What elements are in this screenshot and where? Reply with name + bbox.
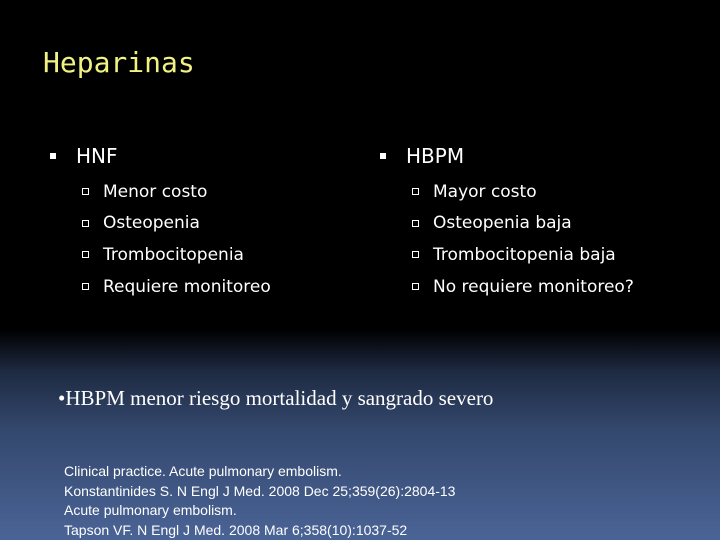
column-hnf [48, 142, 271, 302]
reference-line: Clinical practice. Acute pulmonary embolism. [64, 463, 342, 479]
summary-note: •HBPM menor riesgo mortalidad y sangrado severo [58, 386, 494, 410]
reference-line: Tapson VF. N Engl J Med. 2008 Mar 6;358(10):1037-52 [64, 521, 408, 538]
hollow-square-bullet-icon [82, 283, 89, 290]
heading-label: HBPM [406, 144, 465, 168]
references [64, 462, 455, 540]
list-item: Menor costo [82, 176, 271, 208]
square-bullet-icon [50, 153, 56, 159]
column-heading [378, 142, 634, 170]
hollow-square-bullet-icon [412, 188, 419, 195]
square-bullet-icon [380, 153, 386, 159]
hollow-square-bullet-icon [412, 251, 419, 258]
hollow-square-bullet-icon [82, 188, 89, 195]
column-hbpm [378, 142, 634, 302]
list-item: Osteopenia [82, 208, 271, 240]
list-item: No requiere monitoreo? [412, 271, 634, 303]
list-item: Trombocitopenia baja [412, 239, 634, 271]
column-heading [48, 142, 271, 170]
list-item: Mayor costo [412, 176, 634, 208]
reference-line: Konstantinides S. N Engl J Med. 2008 Dec 25;359(26):2804-13 [64, 482, 456, 499]
hollow-square-bullet-icon [82, 220, 89, 227]
heading-label: HNF [76, 144, 118, 168]
hollow-square-bullet-icon [82, 251, 89, 258]
reference-line: Acute pulmonary embolism. [64, 502, 237, 518]
hollow-square-bullet-icon [412, 220, 419, 227]
slide-title: Heparinas [43, 46, 195, 79]
hollow-square-bullet-icon [412, 283, 419, 290]
list-item: Trombocitopenia [82, 239, 271, 271]
list-item: Osteopenia baja [412, 208, 634, 240]
sub-list [48, 176, 271, 302]
sub-list [378, 176, 634, 302]
list-item: Requiere monitoreo [82, 271, 271, 303]
